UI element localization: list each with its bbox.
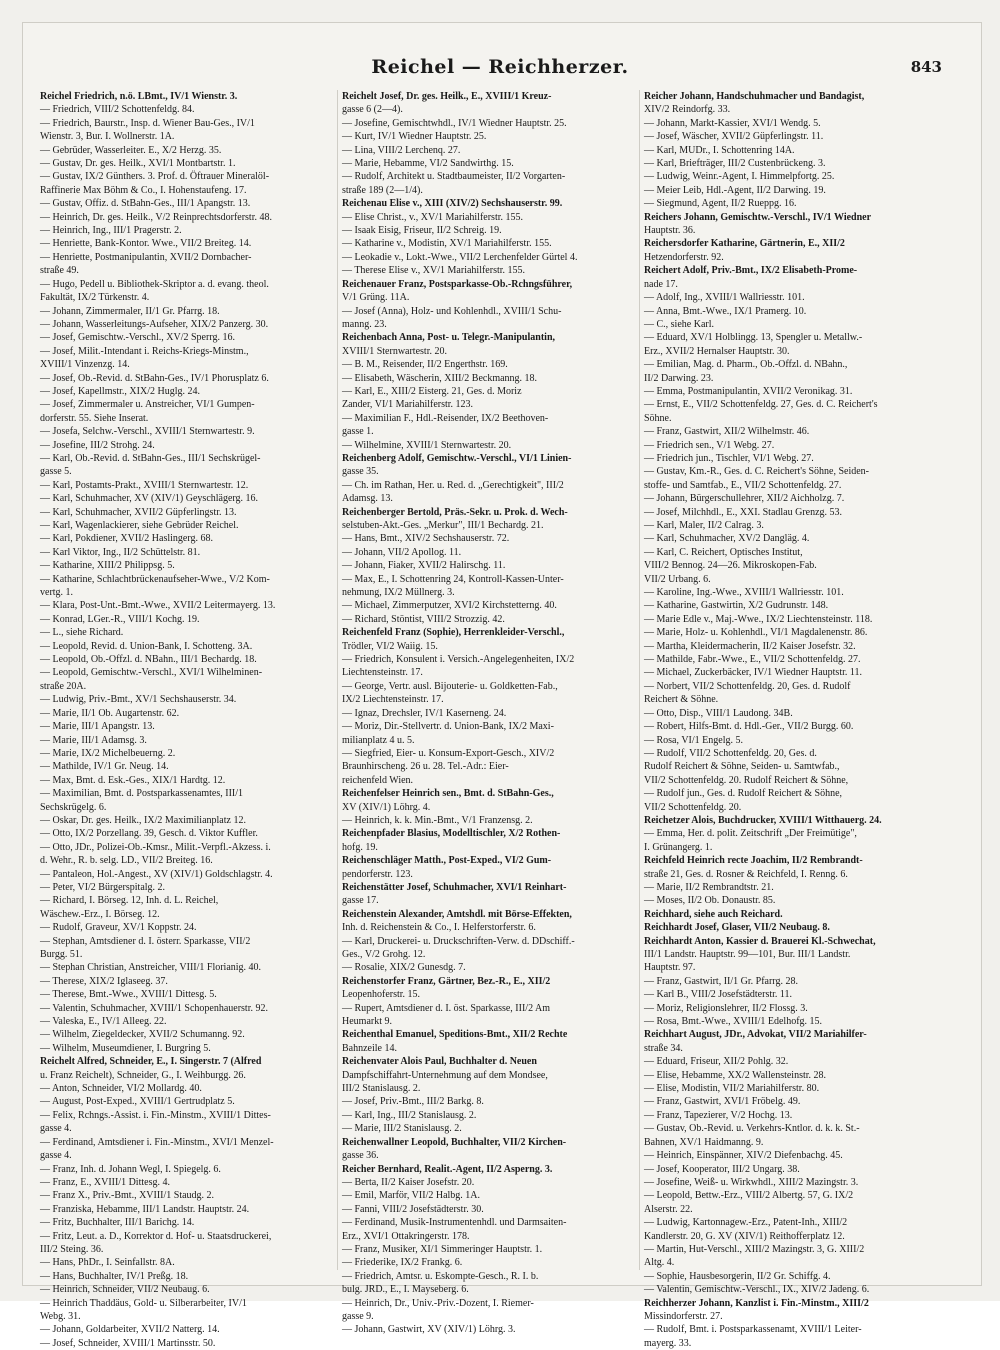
directory-entry: — Rudolf jun., Ges. d. Rudolf Reichert & Söhne, <box>644 788 843 800</box>
directory-entry: — Franz, Gastwirt, II/1 Gr. Pfarrg. 28. <box>644 975 798 987</box>
directory-entry: Reichhard, siehe auch Reichard. <box>644 908 783 920</box>
directory-entry: Reichhart August, JDr., Advokat, VII/2 Mariahilfer- <box>644 1029 867 1041</box>
directory-entry: — Fanni, VIII/2 Josefstädterstr. 30. <box>342 1203 484 1215</box>
directory-entry: — Franziska, Hebamme, III/1 Landstr. Hauptstr. 24. <box>40 1203 250 1215</box>
directory-entry: — Isaak Eisig, Friseur, II/2 Schreig. 19. <box>342 225 502 237</box>
directory-entry: — Johann, Wasserleitungs-Aufseher, XIX/2 Panzerg. 30. <box>40 318 269 330</box>
directory-entry: Reichers Johann, Gemischtw.-Verschl., IV/1 Wiedner <box>644 211 872 223</box>
directory-entry: — Michael, Zuckerbäcker, IV/1 Wiedner Hauptstr. 11. <box>644 667 863 679</box>
directory-entry: VIII/2 Bennog. 24—26. Mikroskopen-Fab. <box>644 560 817 572</box>
directory-entry: — Gustav, Dr. ges. Heilk., XVI/1 Montbartstr. 1. <box>40 158 236 170</box>
directory-entry: — Meier Leib, Hdl.-Agent, II/2 Darwing. 19. <box>644 184 826 196</box>
directory-entry: — Johann, Fiaker, XVII/2 Halirschg. 11. <box>342 560 506 572</box>
directory-entry: manng. 23. <box>342 318 387 330</box>
directory-entry: Reichhardt Josef, Glaser, VII/2 Neubaug. 8. <box>644 922 830 934</box>
directory-entry: I. Grünangerg. 1. <box>644 841 713 853</box>
directory-entry: — Johann, Zimmermaler, II/1 Gr. Pfarrg. 18. <box>40 305 220 317</box>
directory-entry: — Gebrüder, Wasserleiter. E., X/2 Herzg. 35. <box>40 144 222 156</box>
directory-entry: — Karl, Druckerei- u. Druckschriften-Verw. d. DDschiff.- <box>342 935 575 947</box>
directory-columns <box>36 90 960 1349</box>
directory-entry: — Peter, VI/2 Bürgerspitalg. 2. <box>40 881 166 893</box>
directory-entry: — Katharine, Schlachtbrückenaufseher-Wwe., V/2 Kom- <box>40 573 270 585</box>
directory-entry: — Heinrich, Einspänner, XIV/2 Diefenbachg. 45. <box>644 1150 843 1162</box>
directory-entry: hofg. 19. <box>342 841 378 853</box>
directory-entry: straße 49. <box>40 265 79 277</box>
directory-entry: — Josef (Anna), Holz- und Kohlenhdl., XVIII/1 Schu- <box>342 305 562 317</box>
directory-entry: — George, Vertr. ausl. Bijouterie- u. Goldketten-Fab., <box>342 680 558 692</box>
directory-entry: Reichel Friedrich, n.ö. LBmt., IV/1 Wienstr. 3. <box>40 91 238 102</box>
directory-entry: — Johann, VII/2 Apollog. 11. <box>342 546 462 558</box>
directory-entry: selstuben-Akt.-Ges. „Merkur", III/1 Bechardg. 21. <box>342 520 544 531</box>
directory-entry: gasse 9. <box>342 1310 374 1322</box>
directory-entry: II/2 Darwing. 23. <box>644 372 714 384</box>
directory-entry: — Heinrich, Dr. ges. Heilk., V/2 Reinprechtsdorferstr. 48. <box>40 211 272 223</box>
directory-entry: — Rosa, VI/1 Engelg. 5. <box>644 734 743 746</box>
directory-entry: — Ludwig, Priv.-Bmt., XV/1 Sechshauserstr. 34. <box>40 694 237 706</box>
directory-entry: — Lina, VIII/2 Lerchenq. 27. <box>342 144 461 156</box>
directory-entry: Reicher Bernhard, Realit.-Agent, II/2 Asperng. 3. <box>342 1163 553 1175</box>
directory-entry: Reichenauer Franz, Postsparkasse-Ob.-Rchngsführer, <box>342 278 573 290</box>
directory-entry: Leopenhoferstr. 15. <box>342 989 421 1001</box>
directory-entry: Wienstr. 3, Bur. I. Wollnerstr. 1A. <box>40 131 175 143</box>
directory-entry: Erz., XVII/2 Hernalser Hauptstr. 30. <box>644 345 790 357</box>
directory-entry: XIV/2 Reindorfg. 33. <box>644 104 731 116</box>
directory-entry: — Pantaleon, Hol.-Angest., XV (XIV/1) Goldschlagstr. 4. <box>40 868 273 880</box>
directory-entry: — Norbert, VII/2 Schottenfeldg. 20, Ges. d. Rudolf <box>644 680 851 692</box>
directory-entry: — Ernst, E., VII/2 Schottenfeldg. 27, Ges. d. C. Reichert's <box>644 399 878 411</box>
directory-entry: Reichenau Elise v., XIII (XIV/2) Sechshauserstr. 99. <box>342 198 563 210</box>
directory-entry: — Karl, E., XIII/2 Eisterg. 21, Ges. d. Moriz <box>342 385 522 397</box>
directory-entry: Reichelt Alfred, Schneider, E., I. Singerstr. 7 (Alfred <box>40 1056 262 1068</box>
directory-entry: — Kurt, IV/1 Wiedner Hauptstr. 25. <box>342 131 487 143</box>
directory-entry: — Marie, III/1 Apangstr. 13. <box>40 721 155 733</box>
directory-entry: — Josef, Wäscher, XVII/2 Güpferlingstr. 11. <box>644 131 824 143</box>
directory-entry: — Friedrich, Baurstr., Insp. d. Wiener Bau-Ges., IV/1 <box>40 117 255 129</box>
directory-entry: — C., siehe Karl. <box>644 318 714 330</box>
directory-entry: — Gustav, IX/2 Günthers. 3. Prof. d. Öftrauer Mineralöl- <box>40 171 270 183</box>
directory-entry: — Karl B., VIII/2 Josefstädterstr. 11. <box>644 989 793 1001</box>
directory-entry: stoffe- und Samtfab., E., VII/2 Schottenfeldg. 27. <box>644 479 842 491</box>
directory-entry: nade 17. <box>644 278 678 290</box>
directory-entry: — Elise, Hebamme, XX/2 Wallensteinstr. 28. <box>644 1069 827 1081</box>
directory-entry: Wäschew.-Erz., I. Börseg. 12. <box>40 908 160 920</box>
directory-entry: — Josef, Milit.-Intendant i. Reichs-Kriegs-Minstm., <box>40 345 249 357</box>
directory-entry: — Henriette, Postmanipulantin, XVII/2 Dornbacher- <box>40 251 252 263</box>
directory-entry: — Heinrich, Dr., Univ.-Priv.-Dozent, I. Riemer- <box>342 1297 534 1309</box>
directory-entry: — Moses, II/2 Ob. Donaustr. 85. <box>644 895 776 907</box>
directory-entry: — Karl, Schuhmacher, XV/2 Dangläg. 4. <box>644 533 810 545</box>
directory-entry: — Richard, Stöntist, VIII/2 Strozzig. 42. <box>342 613 505 625</box>
directory-entry: — Berta, II/2 Kaiser Josefstr. 20. <box>342 1176 475 1188</box>
directory-entry: VII/2 Schottenfeldg. 20. Rudolf Reichert & Söhne, <box>644 774 849 786</box>
running-title: Reichel — Reichherzer. <box>371 56 629 78</box>
directory-entry: dorferstr. 55. Siehe Inserat. <box>40 412 149 424</box>
directory-entry: Reichfeld Heinrich recte Joachim, II/2 Rembrandt- <box>644 855 863 867</box>
directory-entry: — Johann, Markt-Kassier, XVI/1 Wendg. 5. <box>644 117 821 129</box>
directory-entry: — Karl, Wagenlackierer, siehe Gebrüder Reichel. <box>40 520 239 531</box>
directory-entry: d. Wehr., R. b. selg. LD., VII/2 Breiteg. 16. <box>40 855 213 867</box>
directory-entry: Ges., V/2 Grohg. 12. <box>342 949 426 960</box>
directory-entry: Hetzendorferstr. 92. <box>644 251 724 263</box>
directory-entry: Altg. 4. <box>644 1257 675 1269</box>
directory-entry: — Stephan Christian, Anstreicher, VIII/1 Florianig. 40. <box>40 962 262 974</box>
directory-entry: — B. M., Reisender, II/2 Engerthstr. 169. <box>342 359 508 371</box>
directory-entry: — Johann, Goldarbeiter, XVII/2 Natterg. 14. <box>40 1324 220 1336</box>
directory-entry: — Klara, Post-Unt.-Bmt.-Wwe., XVII/2 Leitermayerg. 13. <box>40 600 276 612</box>
directory-entry: — L., siehe Richard. <box>40 627 124 639</box>
directory-entry: — Eduard, Friseur, XII/2 Pohlg. 32. <box>644 1056 789 1068</box>
directory-entry: — Gustav, Offiz. d. StBahn-Ges., III/1 Apangstr. 13. <box>40 198 251 210</box>
directory-entry: — Friederike, IX/2 Frankg. 6. <box>342 1257 463 1269</box>
directory-entry: — Rudolf, Architekt u. Stadtbaumeister, II/2 Vorgarten- <box>342 171 566 183</box>
directory-entry: Reichenstein Alexander, Amtshdl. mit Börse-Effekten, <box>342 908 572 920</box>
directory-entry: — Otto, IX/2 Porzellang. 39, Gesch. d. Viktor Kuffler. <box>40 828 258 840</box>
directory-entry: — Karl, Postamts-Prakt., XVIII/1 Sternwartestr. 12. <box>40 479 249 491</box>
directory-entry: — Leopold, Revid. d. Union-Bank, I. Schotteng. 3A. <box>40 640 253 652</box>
directory-entry: straße 21, Ges. d. Rosner & Reichfeld, I. Renng. 6. <box>644 868 848 880</box>
column-2 <box>338 90 640 1336</box>
directory-entry: gasse 17. <box>342 895 379 907</box>
directory-entry: vertg. 1. <box>40 587 74 599</box>
directory-entry: — Max, Bmt. d. Esk.-Ges., XIX/1 Hardtg. 12. <box>40 774 226 786</box>
directory-entry: — Therese Elise v., XV/1 Mariahilferstr. 155. <box>342 265 526 277</box>
page-number: 843 <box>910 58 942 76</box>
directory-entry: — Karl, Briefträger, III/2 Custenbrückeng. 3. <box>644 158 826 170</box>
directory-entry: — Katharine, Gastwirtin, X/2 Gudrunstr. 148. <box>644 600 829 612</box>
directory-entry: — Fritz, Leut. a. D., Korrektor d. Hof- u. Staatsdruckerei, <box>40 1230 272 1242</box>
directory-entry: — Karl, C. Reichert, Optisches Institut, <box>644 546 803 558</box>
directory-entry: Reichhardt Anton, Kassier d. Brauerei Kl.-Schwechat, <box>644 935 876 947</box>
directory-entry: — Hugo, Pedell u. Bibliothek-Skriptor a. d. evang. theol. <box>40 278 269 290</box>
directory-entry: — Siegfried, Eier- u. Konsum-Export-Gesch., XIV/2 <box>342 747 555 759</box>
directory-entry: Reichenstätter Josef, Schuhmacher, XVI/1 Reinhart- <box>342 881 567 893</box>
directory-entry: Rudolf Reichert & Söhne, Seiden- u. Samtwfab., <box>644 761 840 773</box>
directory-entry: mayerg. 33. <box>644 1337 692 1349</box>
directory-entry: — Konrad, LGer.-R., VIII/1 Kochg. 19. <box>40 613 200 625</box>
directory-entry: — Valeska, E., IV/1 Alleeg. 22. <box>40 1016 167 1028</box>
directory-entry: Reicher Johann, Handschuhmacher und Bandagist, <box>644 91 865 102</box>
directory-entry: — Franz, Tapezierer, V/2 Hochg. 13. <box>644 1109 793 1121</box>
directory-entry: — Rupert, Amtsdiener d. I. öst. Sparkasse, III/2 Am <box>342 1002 551 1014</box>
directory-entry: — Marie, III/2 Stanislausg. 2. <box>342 1123 462 1135</box>
directory-entry: — Leokadie v., Lokt.-Wwe., VII/2 Lerchenfelder Gürtel 4. <box>342 251 578 263</box>
directory-entry: Reichenschläger Matth., Post-Exped., VI/2 Gum- <box>342 855 552 867</box>
directory-entry: — Robert, Hilfs-Bmt. d. Hdl.-Ger., VII/2 Burgg. 60. <box>644 721 854 733</box>
directory-entry: Dampfschiffahrt-Unternehmung auf dem Mondsee, <box>342 1069 548 1081</box>
directory-entry: — Leopold, Bettw.-Erz., VIII/2 Albertg. 57, G. IX/2 <box>644 1190 854 1202</box>
directory-entry: Reichenwallner Leopold, Buchhalter, VII/2 Kirchen- <box>342 1136 567 1148</box>
directory-entry: — Otto, JDr., Polizei-Ob.-Kmsr., Milit.-Verpfl.-Akzess. i. <box>40 841 271 853</box>
directory-entry: — Martha, Kleidermacherin, II/2 Kaiser Josefstr. 32. <box>644 640 856 652</box>
directory-entry: XVIII/1 Sternwartestr. 20. <box>342 345 447 357</box>
directory-entry: — Elise, Modistin, VII/2 Mariahilferstr. 80. <box>644 1083 820 1095</box>
directory-entry: Reichenpfader Blasius, Modelltischler, X/2 Rothen- <box>342 828 561 840</box>
directory-entry: u. Franz Reichelt), Schneider, G., I. Weihburgg. 26. <box>40 1069 246 1081</box>
directory-entry: — Emilian, Mag. d. Pharm., Ob.-Offzl. d. NBahn., <box>644 359 848 371</box>
directory-entry: — Ch. im Rathan, Her. u. Red. d. „Gerechtigkeit", III/2 <box>342 479 564 491</box>
directory-entry: — Josef, Priv.-Bmt., III/2 Barkg. 8. <box>342 1096 484 1108</box>
directory-entry: — Josef, Zimmermaler u. Anstreicher, VI/1 Gumpen- <box>40 399 255 411</box>
directory-entry: — Leopold, Gemischtw.-Verschl., XVI/1 Wilhelminen- <box>40 667 263 679</box>
directory-entry: — Johann, Bürgerschullehrer, XII/2 Aichholzg. 7. <box>644 493 845 505</box>
directory-entry: — Martin, Hut-Verschl., XIII/2 Mazingstr. 3, G. XIII/2 <box>644 1243 865 1255</box>
directory-entry: — Moriz, Religionslehrer, II/2 Flossg. 3. <box>644 1002 808 1014</box>
directory-entry: — Franz, Gastwirt, XII/2 Wilhelmstr. 46. <box>644 426 810 438</box>
directory-entry: — Michael, Zimmerputzer, XVI/2 Kirchstetterng. 40. <box>342 600 557 612</box>
directory-entry: — Karl, Schuhmacher, XVII/2 Güpferlingstr. 13. <box>40 506 237 518</box>
directory-entry: — Josefine, Gemischtwhdl., IV/1 Wiedner Hauptstr. 25. <box>342 117 567 129</box>
directory-entry: — Marie, II/2 Rembrandtstr. 21. <box>644 881 774 893</box>
directory-entry: — Mathilde, Fabr.-Wwe., E., VII/2 Schottenfeldg. 27. <box>644 654 861 666</box>
directory-entry: Söhne. <box>644 412 672 424</box>
directory-entry: — Rudolf, VII/2 Schottenfeldg. 20, Ges. d. <box>644 747 817 759</box>
directory-entry: VII/2 Urbang. 6. <box>644 573 711 585</box>
directory-entry: — Franz, Inh. d. Johann Wegl, I. Spiegelg. 6. <box>40 1163 221 1175</box>
directory-entry: — Oskar, Dr. ges. Heilk., IX/2 Maximilianplatz 12. <box>40 814 246 826</box>
directory-entry: — Therese, XIX/2 Iglaseeg. 37. <box>40 975 168 987</box>
directory-entry: — Therese, Bmt.-Wwe., XVIII/1 Dittesg. 5. <box>40 989 217 1001</box>
directory-entry: — Karl, Pokdiener, XVII/2 Haslingerg. 68. <box>40 533 213 545</box>
directory-entry: — Franz X., Priv.-Bmt., XVIII/1 Staudg. 2. <box>40 1190 215 1202</box>
directory-entry: — Siegmund, Agent, II/2 Rueppg. 16. <box>644 198 797 210</box>
directory-entry: — Josefa, Selchw.-Verschl., XVIII/1 Sternwartestr. 9. <box>40 426 255 438</box>
directory-entry: — Adolf, Ing., XVIII/1 Wallriesstr. 101. <box>644 292 805 304</box>
page-header <box>0 50 1000 86</box>
directory-entry: — Eduard, XV/1 Holblingg. 13, Spengler u. Metallw.- <box>644 332 863 344</box>
directory-entry: — Karl, Ob.-Revid. d. StBahn-Ges., III/1 Sechskrügel- <box>40 452 261 464</box>
directory-entry: — Rosalie, XIX/2 Gunesdg. 7. <box>342 962 466 974</box>
directory-entry: gasse 1. <box>342 426 374 438</box>
directory-entry: — Wilhelmine, XVIII/1 Sternwartestr. 20. <box>342 439 512 451</box>
directory-entry: — Rosa, Bmt.-Wwe., XVIII/1 Edelhofg. 15. <box>644 1016 823 1028</box>
directory-entry: Reichenbach Anna, Post- u. Telegr.-Manipulantin, <box>342 332 556 344</box>
directory-entry: — Ludwig, Kartonnagew.-Erz., Patent-Inh., XIII/2 <box>644 1217 848 1229</box>
directory-entry: bulg. JRD., E., I. Mayseberg. 6. <box>342 1284 469 1296</box>
directory-entry: — Ignaz, Drechsler, IV/1 Kaserneng. 24. <box>342 707 507 719</box>
directory-entry: — Friedrich, VIII/2 Schottenfeldg. 84. <box>40 104 195 116</box>
directory-entry: — Rudolf, Graveur, XV/1 Koppstr. 24. <box>40 922 197 934</box>
directory-entry: — Katharine v., Modistin, XV/1 Mariahilferstr. 155. <box>342 238 552 250</box>
directory-entry: Raffinerie Max Böhm & Co., I. Hohenstaufeng. 17. <box>40 184 247 196</box>
directory-entry: Kandlerstr. 20, G. XV (XIV/1) Reithofferplatz 12. <box>644 1230 845 1242</box>
directory-entry: Adamsg. 13. <box>342 493 393 505</box>
directory-entry: — Moriz, Dir.-Stellvertr. d. Union-Bank, IX/2 Maxi- <box>342 721 554 733</box>
directory-entry: Erz., XVI/1 Ottakringerstr. 178. <box>342 1230 470 1242</box>
directory-entry: — Ferdinand, Musik-Instrumentenhdl. und Darmsaiten- <box>342 1217 567 1229</box>
directory-entry: Reichenberger Bertold, Präs.-Sekr. u. Prok. d. Wech- <box>342 506 568 518</box>
directory-entry: Liechtensteinstr. 17. <box>342 667 423 679</box>
directory-entry: — Emma, Her. d. polit. Zeitschrift „Der Freimütige", <box>644 828 857 840</box>
directory-entry: Inh. d. Reichenstein & Co., I. Helferstorferstr. 6. <box>342 922 536 934</box>
directory-entry: — Karl, Maler, II/2 Calrag. 3. <box>644 520 764 531</box>
directory-entry: — Sophie, Hausbesorgerin, II/2 Gr. Schiffg. 4. <box>644 1270 831 1282</box>
directory-entry: — Otto, Disp., VIII/1 Laudong. 34B. <box>644 707 793 719</box>
directory-entry: — Josefine, III/2 Strohg. 24. <box>40 439 155 451</box>
directory-entry: — Franz, Gastwirt, XVI/1 Fröbelg. 49. <box>644 1096 801 1108</box>
directory-entry: Alserstr. 22. <box>644 1203 693 1215</box>
directory-entry: — Ferdinand, Amtsdiener i. Fin.-Minstm., XVI/1 Menzel- <box>40 1136 274 1148</box>
directory-entry: — Josef, Schneider, XVIII/1 Martinsstr. 50. <box>40 1337 216 1349</box>
directory-entry: Trödler, VI/2 Waiig. 15. <box>342 640 438 652</box>
directory-entry: — Karoline, Ing.-Wwe., XVIII/1 Wallriesstr. 101. <box>644 587 844 599</box>
directory-entry: Hauptstr. 36. <box>644 225 696 237</box>
directory-entry: — Friedrich, Amtsr. u. Eskompte-Gesch., R. I. b. <box>342 1270 539 1282</box>
directory-entry: — Marie Edle v., Maj.-Wwe., IX/2 Liechtensteinstr. 118. <box>644 613 873 625</box>
directory-entry: — Leopold, Ob.-Offzl. d. NBahn., III/1 Bechardg. 18. <box>40 654 257 666</box>
directory-entry: nehmung, IX/2 Müllnerg. 3. <box>342 587 455 599</box>
directory-entry: Reichenvater Alois Paul, Buchhalter d. Neuen <box>342 1056 537 1068</box>
directory-entry: Reichersdorfer Katharine, Gärtnerin, E., XII/2 <box>644 238 845 250</box>
directory-entry: — Heinrich, Ing., III/1 Pragerstr. 2. <box>40 225 182 237</box>
directory-entry: — Wilhelm, Museumdiener, I. Burgring 5. <box>40 1042 211 1054</box>
directory-entry: Reichenfeld Franz (Sophie), Herrenkleider-Verschl., <box>342 627 565 639</box>
directory-entry: — Mathilde, IV/1 Gr. Neug. 14. <box>40 761 169 773</box>
directory-entry: — Gustav, Ob.-Revid. u. Verkehrs-Kntlor. d. k. k. St.- <box>644 1123 860 1135</box>
directory-entry: — Friedrich sen., V/1 Webg. 27. <box>644 439 775 451</box>
directory-entry: IX/2 Liechtensteinstr. 17. <box>342 694 444 706</box>
directory-entry: — Marie, III/1 Adamsg. 3. <box>40 734 147 746</box>
directory-entry: — Josefine, Weiß- u. Wirkwhdl., XIII/2 Mazingstr. 3. <box>644 1176 859 1188</box>
directory-entry: — Friedrich jun., Tischler, VI/1 Webg. 27. <box>644 452 814 464</box>
directory-entry: gasse 36. <box>342 1150 379 1162</box>
directory-entry: — Stephan, Amtsdiener d. I. österr. Sparkasse, VII/2 <box>40 935 251 947</box>
directory-entry: III/2 Steing. 36. <box>40 1243 104 1255</box>
directory-entry: — Fritz, Buchhalter, III/1 Barichg. 14. <box>40 1217 195 1229</box>
directory-entry: — Richard, I. Börseg. 12, Inh. d. L. Reichel, <box>40 895 219 907</box>
directory-entry: — Marie, II/1 Ob. Augartenstr. 62. <box>40 707 180 719</box>
directory-entry: — Karl, MUDr., I. Schottenring 14A. <box>644 144 795 156</box>
directory-entry: — Karl, Ing., III/2 Stanislausg. 2. <box>342 1109 477 1121</box>
directory-entry: — Franz, E., XVIII/1 Dittesg. 4. <box>40 1176 170 1188</box>
directory-entry: — Heinrich, Schneider, VII/2 Neubaug. 6. <box>40 1284 210 1296</box>
directory-entry: — Hans, Buchhalter, IV/1 Preßg. 18. <box>40 1270 189 1282</box>
directory-entry: gasse 4. <box>40 1123 72 1135</box>
directory-entry: — Heinrich, k. k. Min.-Bmt., V/1 Franzensg. 2. <box>342 814 533 826</box>
directory-entry: — Emil, Marför, VII/2 Halbg. 1A. <box>342 1190 481 1202</box>
directory-entry: Reichert Adolf, Priv.-Bmt., IX/2 Elisabeth-Prome- <box>644 265 858 277</box>
directory-entry: — Valentin, Gemischtw.-Verschl., IX., XIV/2 Jadeng. 6. <box>644 1284 870 1296</box>
directory-entry: — Maximilian F., Hdl.-Reisender, IX/2 Beethoven- <box>342 412 549 424</box>
directory-entry: — Emma, Postmanipulantin, XVII/2 Veronikag. 31. <box>644 385 853 397</box>
directory-entry: Hauptstr. 97. <box>644 962 696 974</box>
directory-entry: Braunhirscheng. 26 u. 28. Tel.-Adr.: Eier- <box>342 761 509 773</box>
directory-entry: — Franz, Musiker, XI/1 Simmeringer Hauptstr. 1. <box>342 1243 543 1255</box>
directory-entry: Fakultät, IX/2 Türkenstr. 4. <box>40 292 150 304</box>
column-3 <box>640 90 942 1349</box>
directory-entry: — Marie, IX/2 Michelbeuerng. 2. <box>40 747 176 759</box>
directory-entry: — Henriette, Bank-Kontor. Wwe., VII/2 Breiteg. 14. <box>40 238 252 250</box>
directory-entry: V/1 Grüng. 11A. <box>342 292 410 304</box>
directory-entry: Reichherzer Johann, Kanzlist i. Fin.-Minstm., XIII/2 <box>644 1297 869 1309</box>
directory-entry: III/1 Landstr. Hauptstr. 99—101, Bur. III/1 Landstr. <box>644 949 851 960</box>
directory-entry: straße 34. <box>644 1042 683 1054</box>
directory-entry: XV (XIV/1) Löhrg. 4. <box>342 801 431 813</box>
directory-entry: — Johann, Gastwirt, XV (XIV/1) Löhrg. 3. <box>342 1324 516 1336</box>
directory-entry: gasse 35. <box>342 466 379 478</box>
directory-entry: Bahnen, XV/1 Haidmanng. 9. <box>644 1136 764 1148</box>
directory-entry: — Friedrich, Konsulent i. Versich.-Angelegenheiten, IX/2 <box>342 654 575 666</box>
directory-entry: — Rudolf, Bmt. i. Postsparkassenamt, XVIII/1 Leiter- <box>644 1324 862 1336</box>
directory-entry: — Wilhelm, Ziegeldecker, XVII/2 Schumanng. 92. <box>40 1029 245 1041</box>
directory-entry: — Josef, Kapellmstr., XIX/2 Huglg. 24. <box>40 385 200 397</box>
directory-entry: Reichenstorfer Franz, Gärtner, Bez.-R., E., XII/2 <box>342 975 551 987</box>
directory-entry: — Josef, Ob.-Revid. d. StBahn-Ges., IV/1 Phorusplatz 6. <box>40 372 269 384</box>
directory-entry: straße 20A. <box>40 680 87 692</box>
directory-entry: pendorferstr. 123. <box>342 868 413 880</box>
directory-entry: — Josef, Gemischtw.-Verschl., XV/2 Sperrg. 16. <box>40 332 235 344</box>
column-1 <box>36 90 338 1349</box>
directory-entry: — Anna, Bmt.-Wwe., IX/1 Pramerg. 10. <box>644 305 807 317</box>
directory-entry: milianplatz 4 u. 5. <box>342 734 415 746</box>
directory-entry: Reichelt Josef, Dr. ges. Heilk., E., XVIII/1 Kreuz- <box>342 91 552 102</box>
directory-entry: reichenfeld Wien. <box>342 774 414 786</box>
directory-entry: — Karl Viktor, Ing., II/2 Schüttelstr. 81. <box>40 546 201 558</box>
directory-entry: — Max, E., I. Schottenring 24, Kontroll-Kassen-Unter- <box>342 573 564 585</box>
directory-entry: — Marie, Holz- u. Kohlenhdl., VI/1 Magdalenenstr. 86. <box>644 627 868 639</box>
directory-entry: — Karl, Schuhmacher, XV (XIV/1) Geyschlägerg. 16. <box>40 493 259 505</box>
directory-entry: XVIII/1 Vinzenzg. 14. <box>40 359 130 371</box>
directory-entry: — Josef, Kooperator, III/2 Ungarg. 38. <box>644 1163 800 1175</box>
directory-entry: — Elise Christ., v., XV/1 Mariahilferstr. 155. <box>342 211 523 223</box>
directory-entry: — Valentin, Schuhmacher, XVIII/1 Schopenhauerstr. 92. <box>40 1002 268 1014</box>
directory-entry: — Katharine, XIII/2 Philippsg. 5. <box>40 560 175 572</box>
directory-entry: Burgg. 51. <box>40 949 83 960</box>
directory-entry: — Anton, Schneider, VI/2 Mollardg. 40. <box>40 1083 202 1095</box>
directory-entry: gasse 5. <box>40 466 72 478</box>
directory-entry: — Marie, Hebamme, VI/2 Sandwirthg. 15. <box>342 158 514 170</box>
directory-entry: — Hans, Bmt., XIV/2 Sechshauserstr. 72. <box>342 533 510 545</box>
directory-entry: — Ludwig, Weinr.-Agent, I. Himmelpfortg. 25. <box>644 171 835 183</box>
directory-entry: VII/2 Schottenfeldg. 20. <box>644 801 742 813</box>
directory-entry: — Heinrich Thaddäus, Gold- u. Silberarbeiter, IV/1 <box>40 1297 247 1309</box>
directory-entry: Missindorferstr. 27. <box>644 1310 723 1322</box>
directory-entry: Sechskrügelg. 6. <box>40 801 107 813</box>
directory-entry: — Elisabeth, Wäscherin, XIII/2 Beckmanng. 18. <box>342 372 538 384</box>
directory-entry: — Josef, Milchhdl., E., XXI. Stadlau Grenzg. 53. <box>644 506 843 518</box>
directory-entry: — Maximilian, Bmt. d. Postsparkassenamtes, III/1 <box>40 788 244 800</box>
directory-entry: gasse 4. <box>40 1150 72 1162</box>
directory-entry: — Hans, PhDr., I. Seinfallstr. 8A. <box>40 1257 175 1269</box>
directory-entry: Reichert & Söhne. <box>644 694 719 706</box>
directory-entry: gasse 6 (2—4). <box>342 104 403 116</box>
directory-entry: Bahnzeile 14. <box>342 1042 397 1054</box>
directory-entry: Webg. 31. <box>40 1310 81 1322</box>
directory-entry: straße 189 (2—1/4). <box>342 184 423 196</box>
directory-entry: — Gustav, Km.-R., Ges. d. C. Reichert's Söhne, Seiden- <box>644 466 870 478</box>
directory-entry: Reichetzer Alois, Buchdrucker, XVIII/1 Witthauerg. 24. <box>644 814 882 826</box>
directory-entry: Zander, VI/1 Mariahilferstr. 123. <box>342 399 474 411</box>
directory-entry: Reichenberg Adolf, Gemischtw.-Verschl., VI/1 Linien- <box>342 452 572 464</box>
directory-entry: Heumarkt 9. <box>342 1016 392 1028</box>
directory-entry: Reichenfelser Heinrich sen., Bmt. d. StBahn-Ges., <box>342 788 554 800</box>
directory-entry: III/2 Stanislausg. 2. <box>342 1083 421 1095</box>
directory-entry: Reichenthal Emanuel, Speditions-Bmt., XII/2 Rechte <box>342 1029 568 1041</box>
directory-entry: — August, Post-Exped., XVIII/1 Gertrudplatz 5. <box>40 1096 235 1108</box>
directory-entry: — Felix, Rchngs.-Assist. i. Fin.-Minstm., XVIII/1 Dittes- <box>40 1109 271 1121</box>
